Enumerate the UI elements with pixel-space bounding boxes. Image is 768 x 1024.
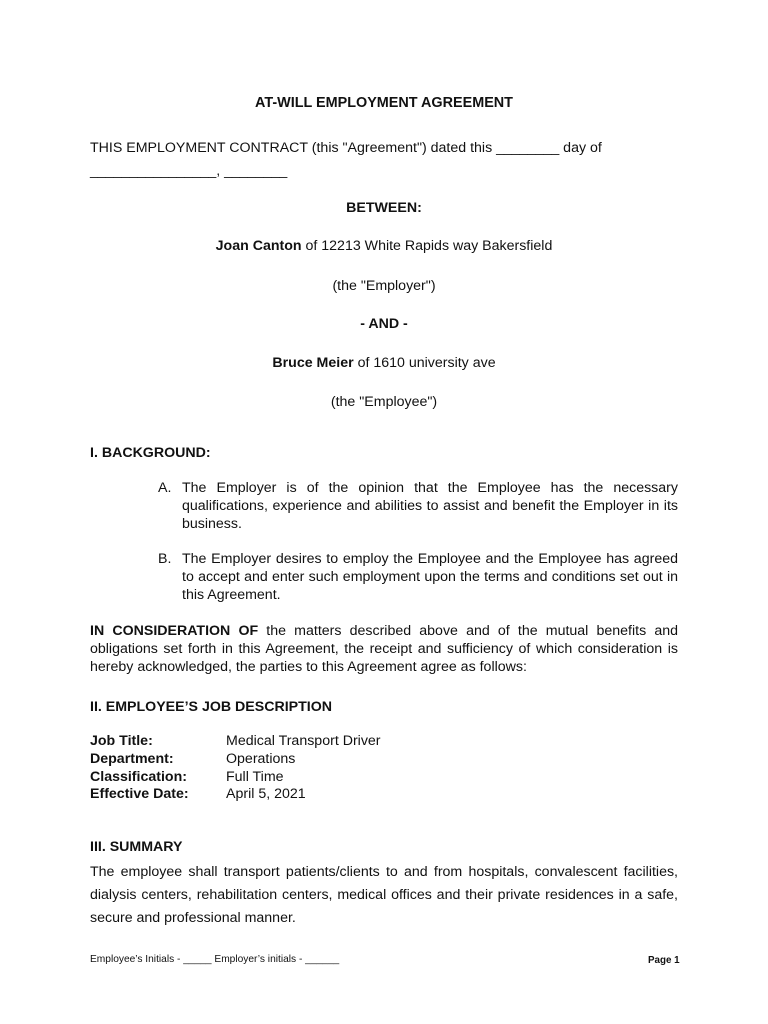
- employer-address: of 12213 White Rapids way Bakersfield: [301, 238, 553, 254]
- between-heading: BETWEEN:: [346, 200, 422, 216]
- list-item-text: The Employer desires to employ the Employee and the Employee has agreed to accept and enter such employment upon the terms and conditions set out in this Agreement.: [182, 551, 678, 603]
- document-title: AT-WILL EMPLOYMENT AGREEMENT: [255, 95, 513, 111]
- job-description-table: [90, 732, 381, 803]
- employee-address: of 1610 university ave: [353, 355, 496, 371]
- consideration-text: the matters described above and of the mutual benefits and obligations set forth in this Agreement, the receipt and sufficiency of which consideration is hereby acknowledged, the parties to this Agreement agree as follows:: [90, 623, 678, 675]
- list-marker: A.: [158, 480, 172, 496]
- department-value: Operations: [226, 750, 296, 767]
- table-row: [90, 768, 381, 786]
- summary-paragraph: The employee shall transport patients/clients to and from hospitals, convalescent facilities, dialysis centers, rehabilitation centers, medical offices and their private residences in a safe, secure and professional manner.: [90, 864, 678, 926]
- employee-name: Bruce Meier: [272, 355, 354, 371]
- employer-role: (the "Employer"): [332, 278, 436, 294]
- table-row: [90, 785, 381, 803]
- intro-line-1: THIS EMPLOYMENT CONTRACT (this "Agreement") dated this ________ day of: [90, 140, 602, 156]
- and-separator: - AND -: [360, 316, 408, 332]
- list-item-text: The Employer is of the opinion that the Employee has the necessary qualifications, experience and abilities to assist and benefit the Employer in its business.: [182, 480, 678, 532]
- employee-role: (the "Employee"): [330, 394, 438, 410]
- job-title-value: Medical Transport Driver: [226, 733, 381, 749]
- consideration-paragraph: [90, 622, 678, 676]
- list-marker: B.: [158, 551, 172, 567]
- employer-line: [0, 237, 768, 255]
- job-title-label: Job Title:: [90, 733, 153, 749]
- effective-date-value: April 5, 2021: [226, 786, 306, 803]
- initials-footer: Employee’s Initials - _____ Employer’s initials - ______: [90, 954, 340, 965]
- background-item-a: [158, 479, 678, 533]
- intro-line-2: ________________, ________: [90, 163, 288, 179]
- intro-paragraph: [90, 137, 680, 183]
- classification-value: Full Time: [226, 768, 284, 785]
- table-row: [90, 750, 381, 768]
- summary-heading: III. SUMMARY: [90, 839, 183, 855]
- employer-name: Joan Canton: [215, 238, 302, 254]
- consideration-lead: IN CONSIDERATION OF: [90, 623, 259, 639]
- job-description-heading: II. EMPLOYEE’S JOB DESCRIPTION: [90, 699, 333, 715]
- page-number: Page 1: [648, 955, 680, 966]
- background-item-b: [158, 550, 678, 604]
- table-row: [90, 732, 381, 750]
- classification-label: Classification:: [90, 768, 187, 785]
- background-heading: I. BACKGROUND:: [90, 445, 211, 461]
- employee-line: [0, 354, 768, 372]
- department-label: Department:: [90, 750, 174, 767]
- effective-date-label: Effective Date:: [90, 786, 189, 803]
